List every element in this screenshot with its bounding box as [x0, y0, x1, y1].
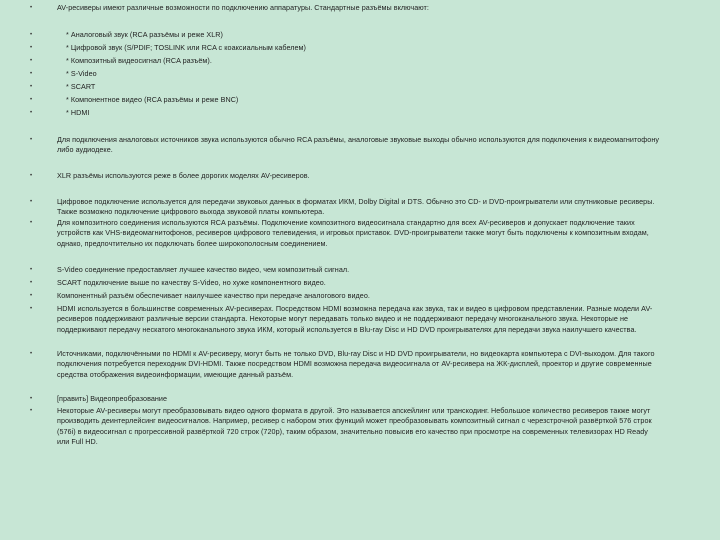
connector-item: * HDMI — [66, 108, 90, 117]
bullet-icon: • — [30, 84, 33, 90]
connector-item: * SCART — [66, 82, 96, 91]
bullet-icon: • — [30, 351, 33, 357]
bullet-icon: • — [30, 173, 33, 179]
bullet-icon: • — [30, 110, 33, 116]
bullet-icon: • — [30, 137, 33, 143]
connector-item: * Композитный видеосигнал (RCA разъём). — [66, 56, 212, 65]
hdmi-paragraph: HDMI используется в большинстве современных AV-ресиверах. Посредством HDMI возможна передача как звука, так и видео в цифровом представлении. Разные модели AV-ресиверов поддерживают различные версии стандарта. Некоторые могут передавать только видео и не поддерживают передачу многоканального звука. Некоторые не поддерживают передачу нескатого многоканального звука ИКМ, который используется в Blu-ray Disc и HD DVD проигрывателях для передачи звука наилучшего качества. — [57, 304, 653, 334]
scart-paragraph: SCART подключение выше по качеству S-Video, но хуже компонентного видео. — [57, 278, 326, 287]
bullet-icon: • — [30, 58, 33, 64]
svideo-paragraph: S-Video соединение предоставляет лучшее качество видео, чем композитный сигнал. — [57, 265, 350, 274]
intro-text: AV-ресиверы имеют различные возможности по подключению аппаратуры. Стандартные разъёмы включают: — [57, 3, 429, 12]
edit-section-link[interactable]: [править] Видеопреобразование — [57, 394, 168, 403]
component-paragraph: Компонентный разъём обеспечивает наилучшее качество при передаче аналогового видео. — [57, 291, 370, 300]
xlr-paragraph: XLR разъёмы используются реже в более дорогих моделях AV-ресиверов. — [57, 171, 310, 180]
bullet-icon: • — [30, 45, 33, 51]
bullet-icon: • — [30, 199, 33, 205]
conversion-paragraph: Некоторые AV-ресиверы могут преобразовывать видео одного формата в другой. Это называется апскейлинг или транскодинг. Небольшое количество ресиверов также могут производить деинтерлейсинг видеосигналов. Например, ресивер с набором этих функций может преобразовывать композитный сигнал с черезстрочной развёрткой 576 строк (576i) в видеосигнал с прогрессивной развёрткой 720 строк (720p), таким образом, значительно повысив его качество при просмотре на современных телевизорах HD Ready или Full HD. — [57, 406, 652, 447]
bullet-icon: • — [30, 267, 33, 273]
bullet-icon: • — [30, 396, 33, 402]
connector-item: * Аналоговый звук (RCA разъёмы и реже XLR) — [66, 30, 223, 39]
bullet-icon: • — [30, 32, 33, 38]
bullet-icon: • — [30, 408, 33, 414]
analog-paragraph: Для подключения аналоговых источников звука используются обычно RCA разъёмы, аналоговые звуковые выходы обычно используются для подключения к видеомагнитофону либо аудиодеке. — [57, 135, 659, 155]
bullet-icon: • — [30, 280, 33, 286]
connector-item: * Компонентное видео (RCA разъёмы и реже BNC) — [66, 95, 239, 104]
bullet-icon: • — [30, 293, 33, 299]
bullet-icon: • — [30, 97, 33, 103]
bullet-icon: • — [30, 71, 33, 77]
composite-paragraph: Для композитного соединения используются RCA разъёмы. Подключение композитного видеосигнала стандартно для всех AV-ресиверов и допускает подключение таких устройств как VHS-видеомагнитофонов, ресиверов цифрового телевидения, и игровых приставок. DVD-проигрыватели также могут быть подключены к композитным входам, однако, предпочтительно их подключать более широкополосным соединением. — [57, 218, 649, 248]
hdmi-sources-paragraph: Источниками, подключёнными по HDMI к AV-ресиверу, могут быть не только DVD, Blu-ray Disc и HD DVD проигрыватели, но видеокарта компьютера с DVI-выходом. Для такого подключения потребуется переходник DVI-HDMI. Также посредством HDMI возможна передача видеосигнала от AV-ресивера на ЖК-дисплей, проектор и другие современные средства отображения видеоинформации, имеющие данный разъём. — [57, 349, 655, 379]
bullet-icon: • — [30, 220, 33, 226]
connector-item: * Цифровой звук (S/PDIF; TOSLINK или RCA с коаксиальным кабелем) — [66, 43, 306, 52]
bullet-icon: • — [30, 306, 33, 312]
bullet-icon: • — [30, 5, 33, 11]
connector-item: * S-Video — [66, 69, 97, 78]
digital-paragraph: Цифровое подключение используется для передачи звуковых данных в форматах ИКМ, Dolby Digital и DTS. Обычно это CD- и DVD-проигрыватели или спутниковые ресиверы. Также возможно подключение цифрового выхода звуковой платы компьютера. — [57, 197, 655, 217]
